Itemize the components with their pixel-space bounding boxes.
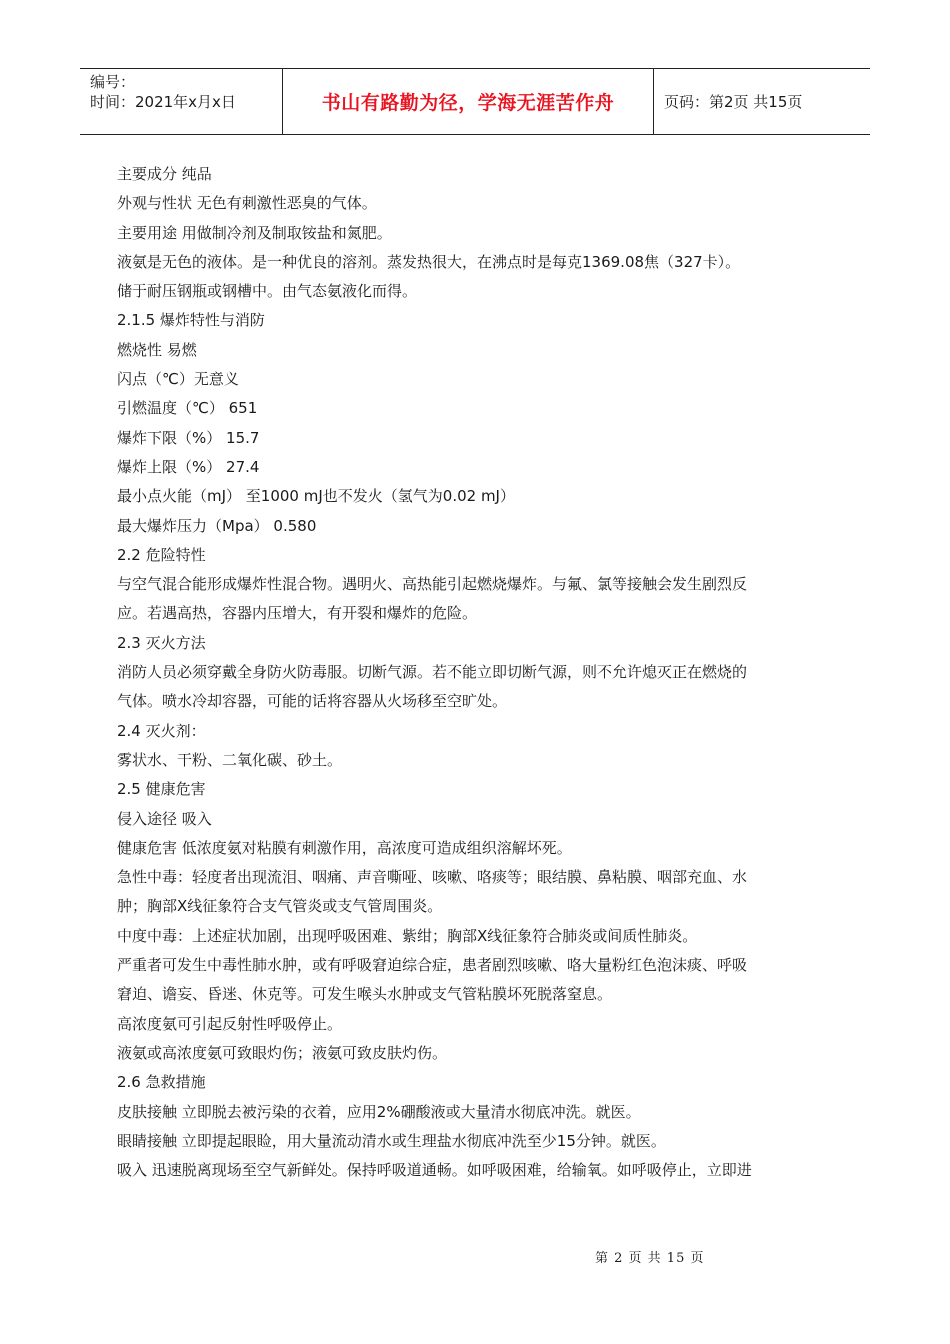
document-number-label: 编号： — [90, 73, 136, 91]
text-line: 2.4 灭火剂： — [117, 721, 206, 740]
text-line: 爆炸上限（%） 27.4 — [117, 457, 260, 476]
text-line: 肿；胸部X线征象符合支气管炎或支气管周围炎。 — [117, 897, 443, 916]
text-line: 侵入途径 吸入 — [117, 809, 212, 828]
text-line: 最小点火能（mJ） 至1000 mJ也不发火（氢气为0.02 mJ） — [117, 487, 515, 506]
header-page-info: 页码：第2页 共15页 — [664, 93, 803, 111]
page-footer: 第 2 页 共 15 页 — [595, 1251, 705, 1266]
text-line: 吸入 迅速脱离现场至空气新鲜处。保持呼吸道通畅。如呼吸困难，给输氧。如呼吸停止，立即进 — [117, 1161, 752, 1180]
text-line: 中度中毒：上述症状加剧，出现呼吸困难、紫绀；胸部X线征象符合肺炎或间质性肺炎。 — [117, 926, 698, 945]
text-line: 2.3 灭火方法 — [117, 633, 206, 652]
text-line: 急性中毒：轻度者出现流泪、咽痛、声音嘶哑、咳嗽、咯痰等；眼结膜、鼻粘膜、咽部充血、水 — [117, 868, 748, 887]
text-line: 健康危害 低浓度氨对粘膜有刺激作用，高浓度可造成组织溶解坏死。 — [117, 838, 572, 857]
text-line: 皮肤接触 立即脱去被污染的衣着，应用2%硼酸液或大量清水彻底冲洗。就医。 — [117, 1102, 641, 1121]
text-line: 2.2 危险特性 — [117, 545, 206, 564]
text-line: 2.5 健康危害 — [117, 780, 206, 799]
text-line: 闪点（℃）无意义 — [117, 370, 239, 389]
text-line: 最大爆炸压力（Mpa） 0.580 — [117, 516, 317, 535]
header-meta — [80, 69, 282, 134]
text-line: 与空气混合能形成爆炸性混合物。遇明火、高热能引起燃烧爆炸。与氟、氯等接触会发生剧烈反 — [117, 575, 748, 594]
text-line: 应。若遇高热，容器内压增大，有开裂和爆炸的危险。 — [117, 604, 478, 623]
text-line: 引燃温度（℃） 651 — [117, 399, 258, 418]
text-line: 2.6 急救措施 — [117, 1073, 206, 1092]
text-line: 严重者可发生中毒性肺水肿，或有呼吸窘迫综合症，患者剧烈咳嗽、咯大量粉红色泡沫痰、呼吸 — [117, 956, 748, 975]
text-line: 液氨或高浓度氨可致眼灼伤；液氨可致皮肤灼伤。 — [117, 1043, 448, 1062]
header-motto: 书山有路勤为径，学海无涯苦作舟 — [282, 69, 654, 134]
text-line: 高浓度氨可引起反射性呼吸停止。 — [117, 1014, 343, 1033]
text-line: 储于耐压钢瓶或钢槽中。由气态氨液化而得。 — [117, 282, 418, 301]
page-header — [80, 68, 870, 135]
text-line: 2.1.5 爆炸特性与消防 — [117, 311, 265, 330]
text-line: 主要成分 纯品 — [117, 165, 212, 183]
text-line: 眼睛接触 立即提起眼睑，用大量流动清水或生理盐水彻底冲洗至少15分钟。就医。 — [117, 1131, 666, 1150]
text-line: 气体。喷水冷却容器，可能的话将容器从火场移至空旷处。 — [117, 692, 508, 711]
text-line: 雾状水、干粉、二氧化碳、砂土。 — [117, 750, 343, 769]
text-line: 燃烧性 易燃 — [117, 340, 197, 359]
text-line: 外观与性状 无色有刺激性恶臭的气体。 — [117, 194, 377, 213]
document-date: 时间：2021年x月x日 — [90, 93, 236, 111]
document-body — [117, 160, 837, 1185]
text-line: 主要用途 用做制冷剂及制取铵盐和氮肥。 — [117, 223, 392, 242]
text-line: 爆炸下限（%） 15.7 — [117, 428, 260, 447]
text-line: 消防人员必须穿戴全身防火防毒服。切断气源。若不能立即切断气源，则不允许熄灭正在燃烧的 — [117, 663, 748, 682]
text-line: 窘迫、谵妄、昏迷、休克等。可发生喉头水肿或支气管粘膜坏死脱落窒息。 — [117, 985, 613, 1004]
text-line: 液氨是无色的液体。是一种优良的溶剂。蒸发热很大，在沸点时是每克1369.08焦（327卡）。 — [117, 252, 741, 271]
